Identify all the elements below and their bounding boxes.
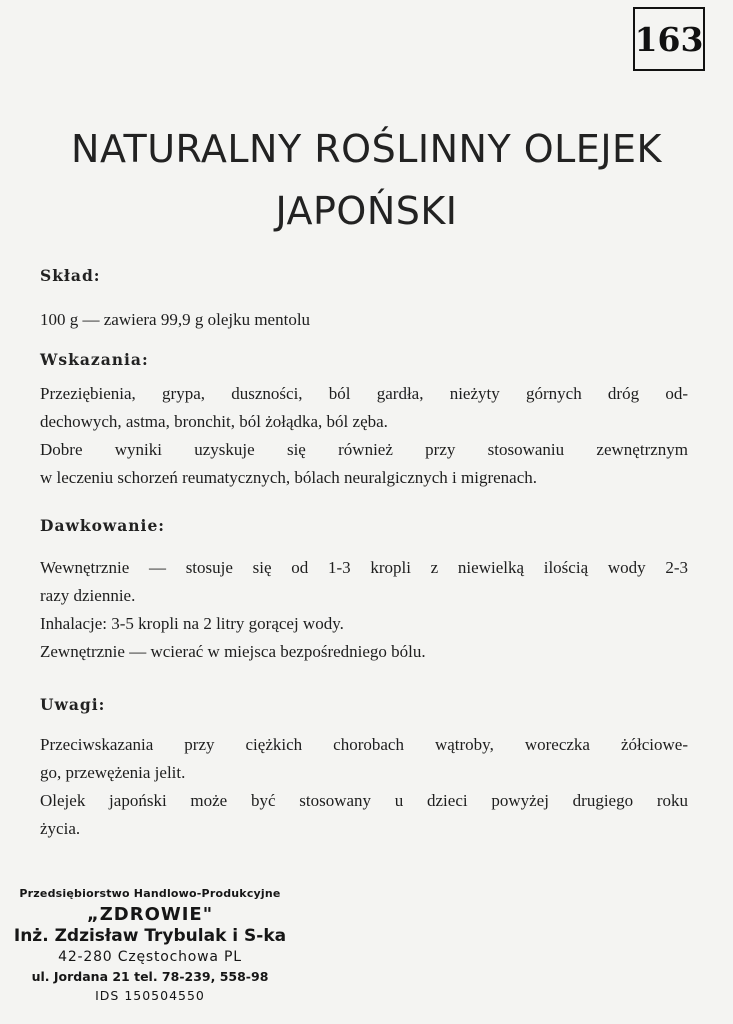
text-line: Przeciwskazania przy ciężkich chorobach wątroby, woreczka żółciowe- xyxy=(40,735,688,754)
text-line: w leczeniu schorzeń reumatycznych, bólach neuralgicznych i migrenach. xyxy=(40,468,538,487)
stamp-city: 42-280 Częstochowa PL xyxy=(58,949,242,965)
text-line: Dobre wyniki uzyskuje się również przy stosowaniu zewnętrznym xyxy=(40,440,688,459)
page-number: 163 xyxy=(634,19,704,59)
text-line: Inhalacje: 3-5 kropli na 2 litry gorącej wody. xyxy=(40,614,344,633)
section-body-wskazania xyxy=(40,380,688,492)
stamp-company-name: „ZDROWIE" xyxy=(86,904,214,925)
stamp-owner: Inż. Zdzisław Trybulak i S-ka xyxy=(13,926,287,946)
text-line: go, przewężenia jelit. xyxy=(40,763,186,782)
section-heading-sklad: Skład: xyxy=(40,266,101,285)
section-body-dawkowanie xyxy=(40,554,688,666)
stamp-id: IDS 150504550 xyxy=(95,988,205,1003)
title-line-2: JAPOŃSKI xyxy=(275,189,458,233)
stamp-address: ul. Jordana 21 tel. 78-239, 558-98 xyxy=(31,969,269,984)
page-number-box xyxy=(633,7,705,71)
text-line: 100 g — zawiera 99,9 g olejku mentolu xyxy=(40,310,311,329)
company-stamp xyxy=(0,884,300,1005)
section-heading-dawkowanie: Dawkowanie: xyxy=(40,516,166,535)
text-line: dechowych, astma, bronchit, ból żołądka, ból zęba. xyxy=(40,412,388,431)
text-line: Wewnętrznie — stosuje się od 1-3 kropli z niewielką ilością wody 2-3 xyxy=(40,558,688,577)
stamp-company-type: Przedsiębiorstwo Handlowo-Produkcyjne xyxy=(19,887,281,900)
section-heading-wskazania: Wskazania: xyxy=(40,350,149,369)
text-line: Przeziębienia, grypa, duszności, ból gardła, nieżyty górnych dróg od- xyxy=(40,384,688,403)
text-line: życia. xyxy=(40,819,81,838)
section-body-sklad xyxy=(40,306,688,334)
text-line: razy dziennie. xyxy=(40,586,136,605)
title-line-1: NATURALNY ROŚLINNY OLEJEK xyxy=(71,127,662,171)
section-heading-uwagi: Uwagi: xyxy=(40,695,106,714)
text-line: Zewnętrznie — wcierać w miejsca bezpośredniego bólu. xyxy=(40,642,426,661)
document-title xyxy=(0,118,733,242)
text-line: Olejek japoński może być stosowany u dzieci powyżej drugiego roku xyxy=(40,791,688,810)
section-body-uwagi xyxy=(40,731,688,843)
